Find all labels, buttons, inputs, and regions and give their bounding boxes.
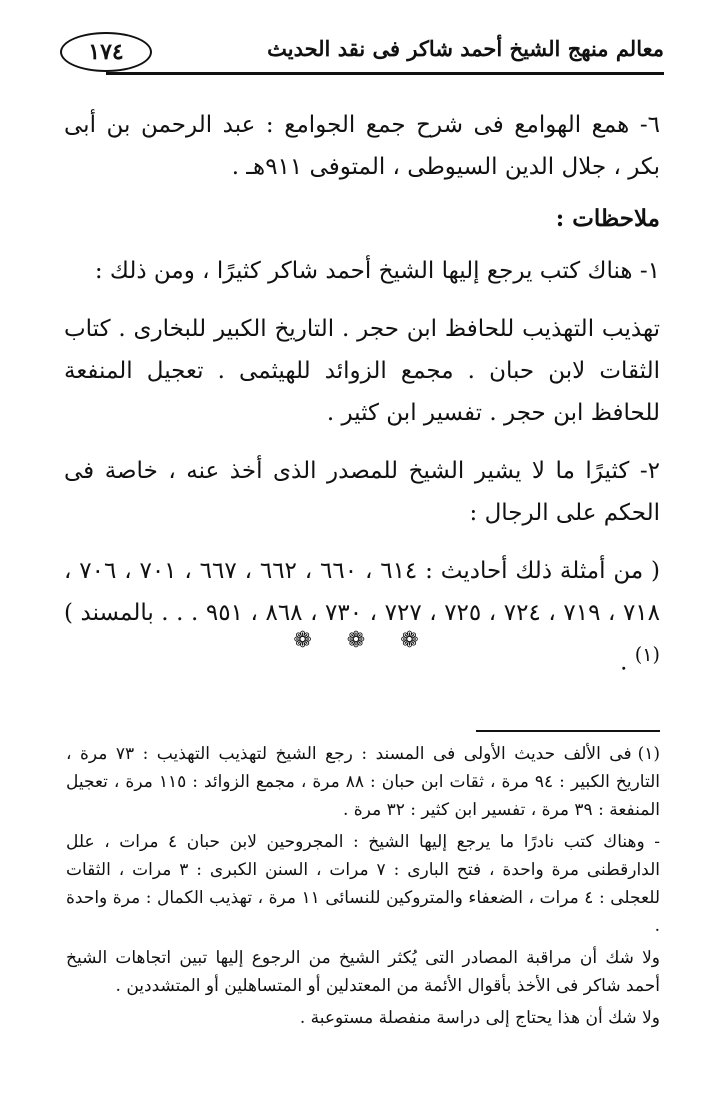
examples-paragraph xyxy=(64,550,660,684)
main-text xyxy=(64,104,660,700)
examples-text: ( من أمثلة ذلك أحاديث : ٦١٤ ، ٦٦٠ ، ٦٦٢ ، ٦٦٧ ، ٧٠١ ، ٧٠٦ ، ٧١٨ ، ٧١٩ ، ٧٢٤ ، ٧٢٥ ، ٧٢٧ ، ٧٣٠ ، ٨٦٨ ، ٩٥١ . . . بالمسند ) xyxy=(64,558,661,626)
running-title: معالم منهج الشيخ أحمد شاكر فى نقد الحديث xyxy=(267,36,664,61)
footnote-reference[interactable]: (١) xyxy=(634,643,660,666)
footnotes xyxy=(66,740,660,1036)
books-list: تهذيب التهذيب للحافظ ابن حجر . التاريخ الكبير للبخارى . كتاب الثقات لابن حبان . مجمع الزوائد للهيثمى . تعجيل المنفعة للحافظ ابن حجر . تفسير ابن كثير . xyxy=(64,316,660,426)
page-header xyxy=(60,30,664,80)
item-6: ٦- همع الهوامع فى شرح جمع الجوامع : عبد الرحمن بن أبى بكر ، جلال الدين السيوطى ، المتوفى ٩١١هـ . xyxy=(64,112,660,180)
footnote-rule xyxy=(476,730,660,732)
page-number: ١٧٤ xyxy=(60,32,152,72)
examples-end: . xyxy=(620,649,635,676)
note-1: ١- هناك كتب يرجع إليها الشيخ أحمد شاكر كثيرًا ، ومن ذلك : xyxy=(94,258,660,284)
footnote-1 xyxy=(66,740,660,824)
footnote-2: - وهناك كتب نادرًا ما يرجع إليها الشيخ : المجروحين لابن حبان ٤ مرات ، علل الدارقطنى مرة واحدة ، فتح البارى : ٧ مرات ، السنن الكبرى : ٣ مرات ، الثقات للعجلى : ٤ مرات ، الضعفاء والمتروكين للنسائى ١١ مرة ، تهذيب الكمال : مرة واحدة . xyxy=(66,832,660,936)
footnote-1-text: فى الألف حديث الأولى فى المسند : رجع الشيخ لتهذيب التهذيب : ٧٣ مرة ، التاريخ الكبير : ٩٤ مرة ، ثقات ابن حبان : ٨٨ مرة ، مجمع الزوائد : ١١٥ مرة ، تعجيل المنفعة : ٣٩ مرة ، تفسير ابن كثير : ٣٢ مرة . xyxy=(66,744,660,820)
footnote-marker: (١) xyxy=(637,744,660,764)
footnote-3: ولا شك أن مراقبة المصادر التى يُكثر الشيخ من الرجوع إليها تبين اتجاهات الشيخ أحمد شاكر فى الأخذ بأقوال الأئمة من المعتدلين أو المتساهلين أو المتشددين . xyxy=(66,948,660,996)
footnote-4: ولا شك أن هذا يحتاج إلى دراسة منفصلة مستوعبة . xyxy=(299,1008,660,1028)
note-2: ٢- كثيرًا ما لا يشير الشيخ للمصدر الذى أخذ عنه ، خاصة فى الحكم على الرجال : xyxy=(64,458,660,526)
header-rule xyxy=(106,72,664,75)
section-ornaments: ❁ ❁ ❁ xyxy=(293,628,433,653)
notes-heading: ملاحظات : xyxy=(555,205,660,232)
